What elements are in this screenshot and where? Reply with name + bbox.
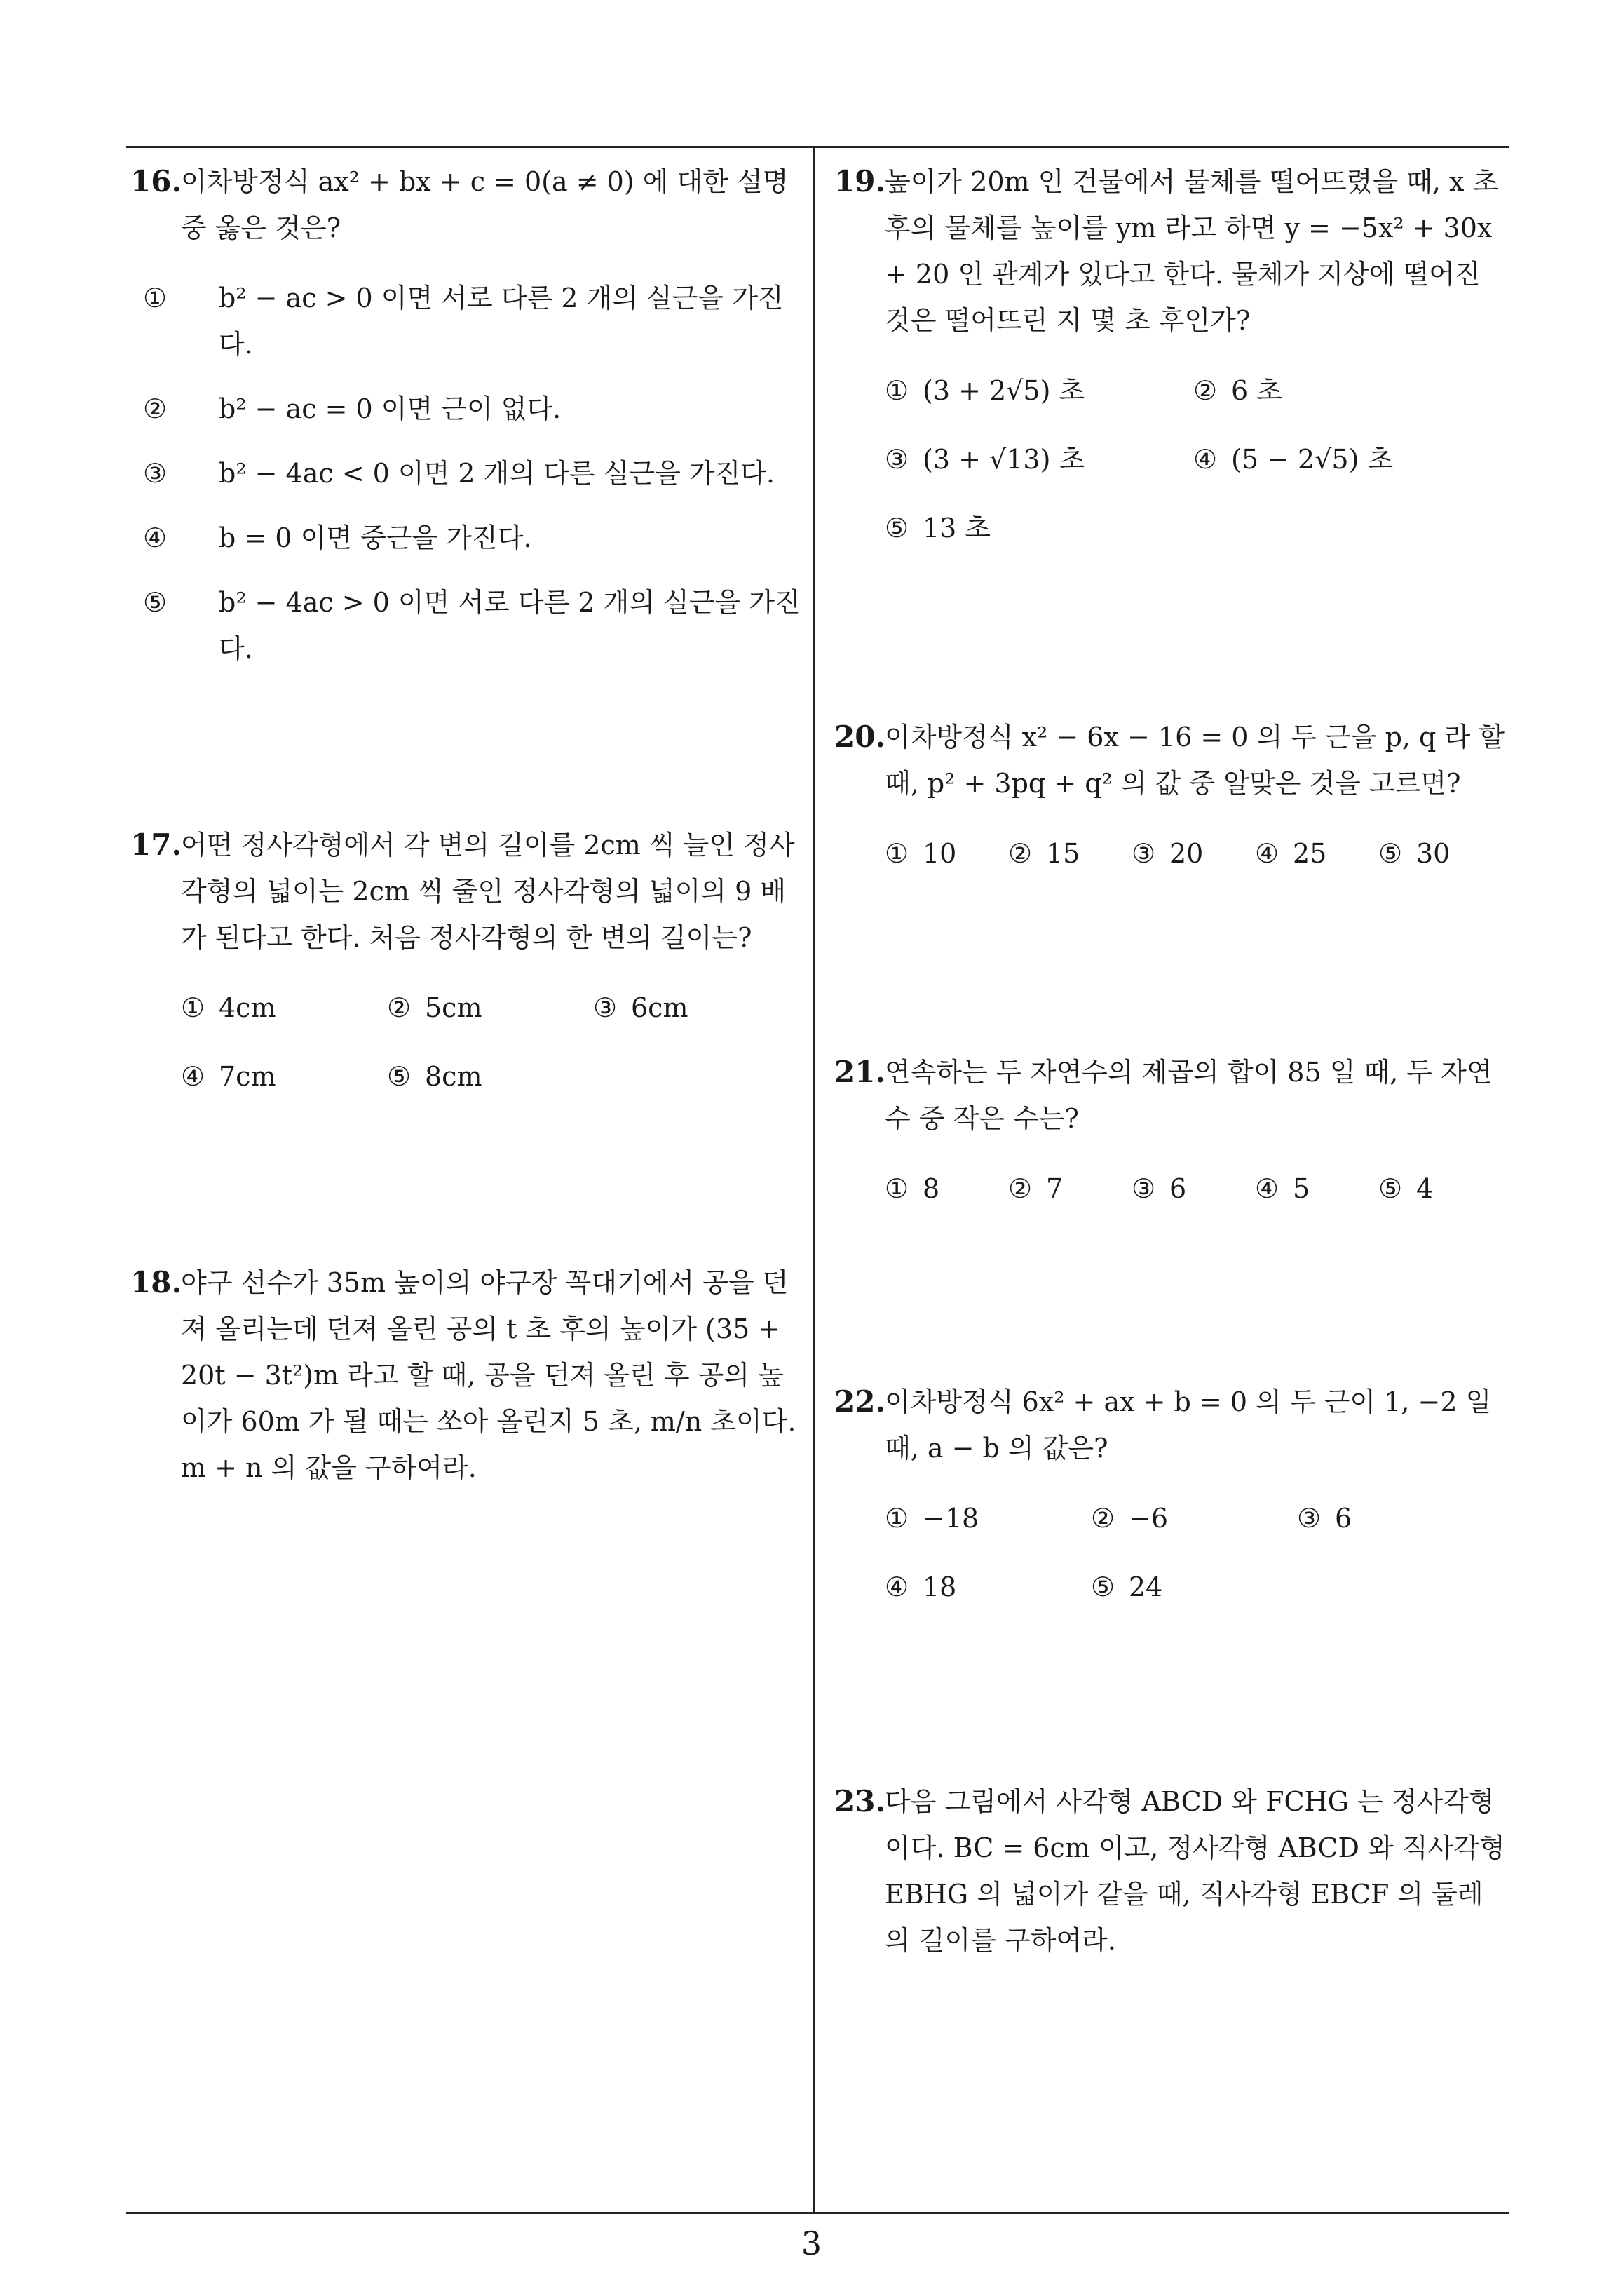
question-stem: 어떤 정사각형에서 각 변의 길이를 2cm 씩 늘인 정사각형의 넓이는 2cm 씩 줄인 정사각형의 넓이의 9 배가 된다고 한다. 처음 정사각형의 한 변의 길이는? <box>181 830 795 953</box>
question-21 <box>834 1049 1507 1234</box>
option-text: 4cm <box>219 992 276 1023</box>
question-stem: 높이가 20m 인 건물에서 물체를 떨어뜨렸을 때, x 초 후의 물체를 높이를 ym 라고 하면 y = −5x² + 30x + 20 인 관계가 있다고 한다. 물체가 지상에 떨어진 것은 떨어뜨린 지 몇 초 후인가? <box>885 166 1499 336</box>
question-number: 22. <box>834 1384 886 1419</box>
option-text: 6 초 <box>1231 375 1282 406</box>
question-number: 23. <box>834 1784 886 1818</box>
option-mark: ⑤ <box>1091 1572 1115 1602</box>
option-text: b = 0 이면 중근을 가진다. <box>219 522 532 553</box>
option-text: (3 + 2√5) 초 <box>923 375 1085 406</box>
question-number: 16. <box>130 164 182 198</box>
options <box>834 1166 1507 1234</box>
option-2[interactable] <box>1091 1495 1297 1541</box>
option-mark: ⑤ <box>1378 1173 1403 1204</box>
option-mark: ③ <box>885 444 909 475</box>
option-text: (5 − 2√5) 초 <box>1231 444 1394 475</box>
option-mark: ④ <box>885 1572 909 1602</box>
page-number: 3 <box>801 2224 822 2262</box>
question-17 <box>130 822 803 1122</box>
option-4[interactable] <box>885 1564 1091 1610</box>
option-mark: ④ <box>181 1061 205 1092</box>
question-number: 18. <box>130 1265 182 1299</box>
option-text: b² − ac > 0 이면 서로 다른 2 개의 실근을 가진다. <box>219 283 784 360</box>
option-mark: ③ <box>1297 1503 1322 1534</box>
option-mark: ② <box>143 393 168 424</box>
option-5[interactable] <box>885 505 1193 551</box>
option-text: 25 <box>1293 838 1327 869</box>
option-mark: ③ <box>1132 838 1156 869</box>
option-4[interactable] <box>1255 830 1378 877</box>
option-2[interactable] <box>387 985 593 1031</box>
option-mark: ③ <box>143 458 168 489</box>
option-4[interactable] <box>143 515 803 561</box>
option-1[interactable] <box>181 985 387 1031</box>
option-mark: ③ <box>593 992 618 1023</box>
option-2[interactable] <box>1008 1166 1132 1212</box>
question-20 <box>834 714 1507 899</box>
option-1[interactable] <box>885 1166 1008 1212</box>
option-2[interactable] <box>1193 367 1502 414</box>
option-text: 4 <box>1416 1173 1434 1204</box>
option-text: 6 <box>1169 1173 1187 1204</box>
option-3[interactable] <box>1132 1166 1255 1212</box>
option-text: 30 <box>1416 838 1451 869</box>
option-2[interactable] <box>1008 830 1132 877</box>
option-text: 6cm <box>631 992 688 1023</box>
option-mark: ① <box>885 1173 909 1204</box>
option-mark: ⑤ <box>885 513 909 543</box>
column-divider <box>813 146 815 2213</box>
question-number: 20. <box>834 720 886 754</box>
question-stem: 야구 선수가 35m 높이의 야구장 꼭대기에서 공을 던져 올리는데 던져 올린 공의 t 초 후의 높이가 (35 + 20t − 3t²)m 라고 할 때, 공을 던져 올린 후 공의 높이가 60m 가 될 때는 쏘아 올린지 5 초, m/n 초이다. m + n 의 값을 구하여라. <box>181 1267 796 1483</box>
option-4[interactable] <box>1255 1166 1378 1212</box>
option-text: 13 초 <box>923 513 991 543</box>
option-mark: ② <box>1008 838 1033 869</box>
option-mark: ① <box>143 283 168 313</box>
top-rule <box>126 146 1509 148</box>
option-text: 8cm <box>425 1061 482 1092</box>
option-mark: ② <box>387 992 412 1023</box>
option-text: 5 <box>1293 1173 1310 1204</box>
option-4[interactable] <box>1193 436 1502 482</box>
option-text: 8 <box>923 1173 940 1204</box>
bottom-rule <box>126 2212 1509 2214</box>
option-3[interactable] <box>143 450 803 497</box>
option-mark: ① <box>885 838 909 869</box>
question-stem: 이차방정식 x² − 6x − 16 = 0 의 두 근을 p, q 라 할 때, p² + 3pq + q² 의 값 중 알맞은 것을 고르면? <box>885 722 1505 799</box>
option-text: b² − ac = 0 이면 근이 없다. <box>219 393 562 424</box>
options <box>834 367 1507 574</box>
option-text: −18 <box>923 1503 979 1534</box>
option-mark: ③ <box>1132 1173 1156 1204</box>
option-5[interactable] <box>387 1053 593 1100</box>
option-mark: ② <box>1008 1173 1033 1204</box>
option-text: 18 <box>923 1572 957 1602</box>
option-text: −6 <box>1129 1503 1169 1534</box>
option-text: 7 <box>1046 1173 1064 1204</box>
option-mark: ④ <box>1255 838 1279 869</box>
question-number: 19. <box>834 164 886 198</box>
option-mark: ⑤ <box>387 1061 412 1092</box>
option-1[interactable] <box>885 367 1193 414</box>
option-mark: ④ <box>1193 444 1218 475</box>
options <box>130 985 803 1122</box>
option-mark: ① <box>885 1503 909 1534</box>
option-5[interactable] <box>1378 830 1502 877</box>
option-3[interactable] <box>1297 1495 1503 1541</box>
option-3[interactable] <box>593 985 799 1031</box>
option-5[interactable] <box>1378 1166 1502 1212</box>
question-number: 21. <box>834 1055 886 1089</box>
option-3[interactable] <box>1132 830 1255 877</box>
options <box>130 275 803 672</box>
options <box>834 830 1507 899</box>
option-text: 10 <box>923 838 957 869</box>
option-mark: ⑤ <box>1378 838 1403 869</box>
option-text: 20 <box>1169 838 1204 869</box>
option-text: 5cm <box>425 992 482 1023</box>
option-text: 24 <box>1129 1572 1163 1602</box>
option-text: b² − 4ac < 0 이면 2 개의 다른 실근을 가진다. <box>219 458 775 489</box>
option-mark: ④ <box>143 522 168 553</box>
question-stem: 이차방정식 6x² + ax + b = 0 의 두 근이 1, −2 일 때, a − b 의 값은? <box>885 1386 1492 1464</box>
question-22 <box>834 1379 1507 1633</box>
question-16 <box>130 158 803 690</box>
question-18 <box>130 1260 803 1491</box>
option-mark: ④ <box>1255 1173 1279 1204</box>
question-stem: 이차방정식 ax² + bx + c = 0(a ≠ 0) 에 대한 설명 중 옳은 것은? <box>181 166 789 243</box>
option-mark: ② <box>1193 375 1218 406</box>
option-5[interactable] <box>143 579 803 672</box>
option-text: 6 <box>1335 1503 1352 1534</box>
question-stem: 연속하는 두 자연수의 제곱의 합이 85 일 때, 두 자연수 중 작은 수는? <box>885 1057 1493 1134</box>
option-4[interactable] <box>181 1053 387 1100</box>
option-text: 15 <box>1046 838 1080 869</box>
option-text: 7cm <box>219 1061 276 1092</box>
question-stem: 다음 그림에서 사각형 ABCD 와 FCHG 는 정사각형이다. BC = 6cm 이고, 정사각형 ABCD 와 직사각형 EBHG 의 넓이가 같을 때, 직사각형 EBCF 의 둘레의 길이를 구하여라. <box>885 1786 1505 1956</box>
option-text: (3 + √13) 초 <box>923 444 1085 475</box>
option-1[interactable] <box>885 1495 1091 1541</box>
option-mark: ② <box>1091 1503 1115 1534</box>
option-mark: ⑤ <box>143 587 168 618</box>
option-3[interactable] <box>885 436 1193 482</box>
options <box>834 1495 1507 1633</box>
option-1[interactable] <box>143 275 803 367</box>
option-text: b² − 4ac > 0 이면 서로 다른 2 개의 실근을 가진다. <box>219 587 801 664</box>
question-19 <box>834 158 1507 574</box>
question-number: 17. <box>130 828 182 862</box>
option-mark: ① <box>885 375 909 406</box>
question-23 <box>834 1778 1507 1964</box>
option-2[interactable] <box>143 386 803 432</box>
option-mark: ① <box>181 992 205 1023</box>
option-1[interactable] <box>885 830 1008 877</box>
option-5[interactable] <box>1091 1564 1297 1610</box>
